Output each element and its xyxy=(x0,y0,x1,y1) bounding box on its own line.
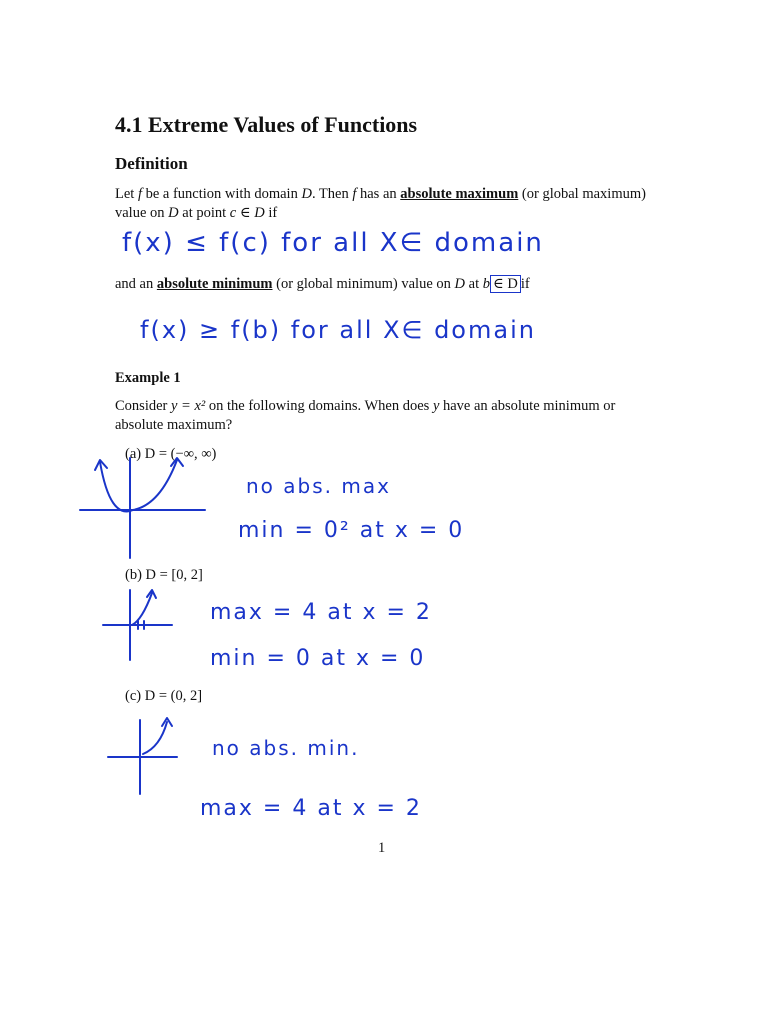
example-prompt: Consider y = x² on the following domains. When does y have an absolute minimum or absolute maximum? xyxy=(115,398,616,433)
example-heading: Example 1 xyxy=(115,370,181,386)
handwritten-max-condition: f(x) ≤ f(c) for all X∈ domain xyxy=(122,228,544,258)
sketch-a-graph xyxy=(75,450,215,562)
handwritten-min-condition: f(x) ≥ f(b) for all X∈ domain xyxy=(140,316,536,344)
handwritten-c-line2: max = 4 at x = 2 xyxy=(200,796,422,821)
absolute-minimum-term: absolute minimum xyxy=(156,276,273,292)
part-a-label: (a) D = (−∞, ∞) xyxy=(125,446,217,462)
sketch-b-graph xyxy=(100,585,180,665)
handwritten-a-line2: min = 0² at x = 0 xyxy=(238,518,465,543)
part-c-label: (c) D = (0, 2] xyxy=(125,688,203,704)
definition-paragraph-max: Let f be a function with domain D. Then f has an absolute maximum (or global maximum) value on D at point c ∈ D if xyxy=(115,186,646,221)
page-number: 1 xyxy=(378,840,386,856)
section-title: 4.1 Extreme Values of Functions xyxy=(115,112,418,137)
part-b-label: (b) D = [0, 2] xyxy=(125,567,203,583)
handwritten-c-line1: no abs. min. xyxy=(212,736,360,760)
handwritten-b-line1: max = 4 at x = 2 xyxy=(210,600,432,625)
boxed-annotation: ∈ D xyxy=(490,275,521,293)
handwritten-a-line1: no abs. max xyxy=(246,474,391,498)
sketch-c-graph xyxy=(105,712,185,797)
definition-heading: Definition xyxy=(115,154,188,173)
absolute-maximum-term: absolute maximum xyxy=(400,186,519,202)
definition-paragraph-min: and an absolute minimum (or global minimum) value on D at b ∈ D if xyxy=(115,276,530,292)
handwritten-b-line2: min = 0 at x = 0 xyxy=(210,646,426,671)
